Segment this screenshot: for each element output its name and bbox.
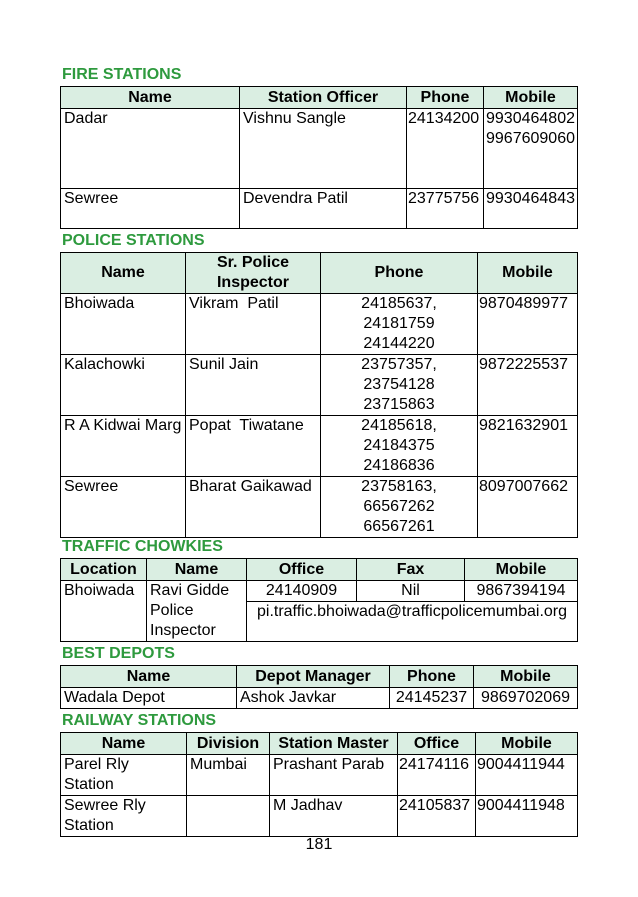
table-row: [61, 688, 578, 709]
inspector-name: Bharat Gaikawad: [186, 477, 321, 538]
table-row: [61, 189, 578, 229]
station-officer: Vishnu Sangle: [240, 109, 407, 189]
mobile-cell: [484, 109, 578, 189]
column-header: Mobile: [465, 559, 578, 581]
column-header: Mobile: [484, 87, 578, 109]
inspector-name: Popat Tiwatane: [186, 416, 321, 477]
fax-cell: Nil: [357, 581, 465, 602]
table-header-row: [61, 733, 578, 755]
fire-stations-table: [60, 86, 578, 229]
phone-number: 23757357,: [361, 356, 437, 373]
station-name: Sewree: [61, 189, 240, 229]
table-header-row: [61, 87, 578, 109]
phone-cell: [321, 416, 478, 477]
page-number: 181: [305, 836, 333, 853]
phone-cell: 23775756: [407, 189, 484, 229]
station-master: Prashant Parab: [270, 755, 398, 796]
phone-number: 23758163,: [361, 478, 437, 495]
table-row: [61, 796, 578, 837]
column-header: Station Officer: [240, 87, 407, 109]
column-header: Mobile: [474, 666, 578, 688]
mobile-number: 9930464843: [486, 190, 575, 207]
mobile-cell: 9869702069: [474, 688, 578, 709]
division-cell: [187, 796, 270, 837]
column-header: Name: [147, 559, 247, 581]
table-row: [61, 477, 578, 538]
best-depots-title: BEST DEPOTS: [62, 645, 175, 662]
station-name: Kalachowki: [61, 355, 186, 416]
phone-number: 24181759: [363, 315, 435, 332]
mobile-cell: 9821632901: [478, 416, 578, 477]
table-row: [61, 416, 578, 477]
mobile-number: 9967609060: [486, 130, 575, 147]
phone-cell: 24134200: [407, 109, 484, 189]
email-cell: pi.traffic.bhoiwada@trafficpolicemumbai.org: [247, 602, 578, 642]
depot-name: Wadala Depot: [61, 688, 237, 709]
column-header: Name: [61, 87, 240, 109]
column-header: Name: [61, 253, 186, 294]
phone-number: 66567262: [363, 498, 435, 515]
table-header-row: [61, 253, 578, 294]
office-phone: 24140909: [247, 581, 357, 602]
column-header: Mobile: [476, 733, 578, 755]
fire-stations-title: FIRE STATIONS: [62, 66, 182, 83]
station-officer: Devendra Patil: [240, 189, 407, 229]
mobile-cell: 9867394194: [465, 581, 578, 602]
station-name: R A Kidwai Marg: [61, 416, 186, 477]
phone-cell: [321, 477, 478, 538]
column-header: Office: [398, 733, 476, 755]
table-header-row: [61, 666, 578, 688]
phone-cell: 24145237: [390, 688, 474, 709]
location-cell: Bhoiwada: [61, 581, 147, 642]
station-name: Dadar: [61, 109, 240, 189]
table-row: [61, 294, 578, 355]
best-depots-table: [60, 665, 578, 709]
table-row: [61, 109, 578, 189]
column-header: Name: [61, 666, 237, 688]
police-stations-title: POLICE STATIONS: [62, 232, 205, 249]
column-header: Location: [61, 559, 147, 581]
mobile-cell: [484, 189, 578, 229]
mobile-cell: 9004411948: [476, 796, 578, 837]
station-name: Sewree Rly Station: [61, 796, 187, 837]
column-header: Phone: [321, 253, 478, 294]
traffic-chowkies-title: TRAFFIC CHOWKIES: [62, 538, 223, 555]
phone-number: 24185637,: [361, 295, 437, 312]
column-header: Sr. Police Inspector: [186, 253, 321, 294]
division-cell: Mumbai: [187, 755, 270, 796]
column-header: Mobile: [478, 253, 578, 294]
station-name: Parel Rly Station: [61, 755, 187, 796]
table-row: [61, 581, 578, 602]
phone-cell: [321, 355, 478, 416]
inspector-name: Vikram Patil: [186, 294, 321, 355]
phone-number: 24144220: [363, 335, 435, 352]
station-name: Bhoiwada: [61, 294, 186, 355]
police-stations-table: [60, 252, 578, 538]
station-master: M Jadhav: [270, 796, 398, 837]
mobile-cell: 8097007662: [478, 477, 578, 538]
depot-manager: Ashok Javkar: [237, 688, 390, 709]
phone-number: 23754128: [363, 376, 435, 393]
column-header: Name: [61, 733, 187, 755]
phone-number: 24186836: [363, 457, 435, 474]
column-header: Station Master: [270, 733, 398, 755]
mobile-number: 9930464802: [486, 110, 575, 127]
mobile-cell: 9870489977: [478, 294, 578, 355]
phone-cell: [321, 294, 478, 355]
railway-stations-table: [60, 732, 578, 837]
office-phone: 24174116: [398, 755, 476, 796]
inspector-name: Sunil Jain: [186, 355, 321, 416]
column-header: Office: [247, 559, 357, 581]
column-header: Division: [187, 733, 270, 755]
mobile-cell: 9872225537: [478, 355, 578, 416]
table-header-row: [61, 559, 578, 581]
railway-stations-title: RAILWAY STATIONS: [62, 712, 217, 729]
column-header: Phone: [390, 666, 474, 688]
inspector-name: Ravi Gidde Police Inspector: [147, 581, 247, 642]
table-row: [61, 755, 578, 796]
phone-number: 66567261: [363, 518, 435, 535]
traffic-chowkies-table: [60, 558, 578, 642]
column-header: Depot Manager: [237, 666, 390, 688]
phone-number: 24185618,: [361, 417, 437, 434]
office-phone: 24105837: [398, 796, 476, 837]
phone-number: 23715863: [363, 396, 435, 413]
column-header: Fax: [357, 559, 465, 581]
mobile-cell: 9004411944: [476, 755, 578, 796]
table-row: [61, 355, 578, 416]
station-name: Sewree: [61, 477, 186, 538]
column-header: Phone: [407, 87, 484, 109]
phone-number: 24184375: [363, 437, 435, 454]
